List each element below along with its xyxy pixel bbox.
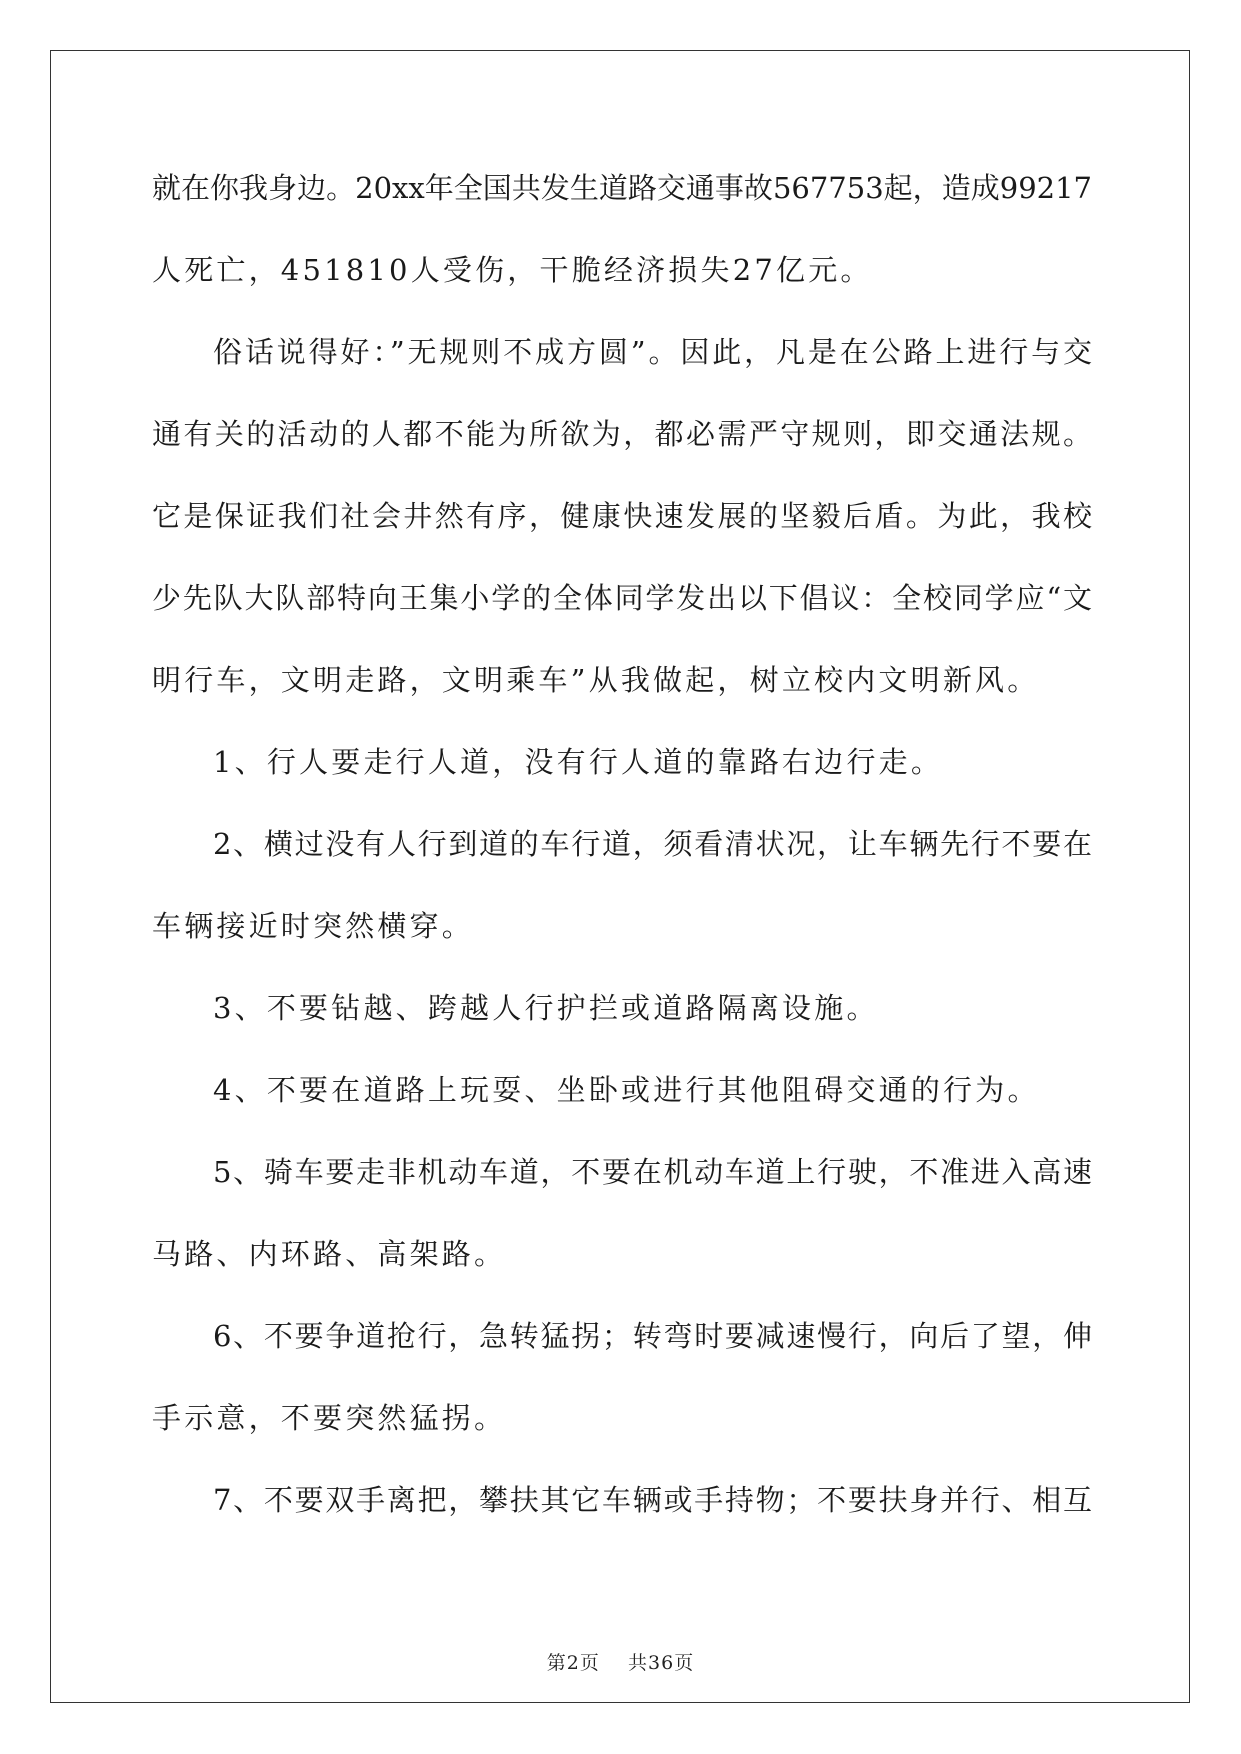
text-line: 5、骑车要走非机动车道，不要在机动车道上行驶，不准进入高速 (213, 1155, 1092, 1189)
text-line: 3、不要钻越、跨越人行护拦或道路隔离设施。 (213, 991, 879, 1025)
page-total: 共36页 (628, 1652, 695, 1674)
text-line: 手示意，不要突然猛拐。 (152, 1401, 507, 1435)
text-line: 马路、内环路、高架路。 (152, 1237, 507, 1271)
text-line: 人死亡，451810人受伤，干脆经济损失27亿元。 (152, 253, 873, 287)
text-line: 通有关的活动的人都不能为所欲为，都必需严守规则，即交通法规。 (152, 417, 1092, 451)
text-line: 4、不要在道路上玩耍、坐卧或进行其他阻碍交通的行为。 (213, 1073, 1040, 1107)
page-footer (0, 1648, 1241, 1675)
page-number: 第2页 (546, 1652, 600, 1674)
text-line: 7、不要双手离把，攀扶其它车辆或手持物；不要扶身并行、相互 (213, 1483, 1092, 1517)
text-line: 车辆接近时突然横穿。 (152, 909, 475, 943)
text-line: 就在你我身边。20xx年全国共发生道路交通事故567753起，造成99217 (152, 171, 1092, 205)
text-line: 6、不要争道抢行，急转猛拐；转弯时要减速慢行，向后了望，伸 (213, 1319, 1092, 1353)
text-line: 它是保证我们社会井然有序，健康快速发展的坚毅后盾。为此，我校 (152, 499, 1092, 533)
text-line: 俗话说得好：”无规则不成方圆”。因此，凡是在公路上进行与交 (213, 335, 1092, 369)
text-line: 少先队大队部特向王集小学的全体同学发出以下倡议：全校同学应“文 (152, 581, 1092, 615)
text-line: 1、行人要走行人道，没有行人道的靠路右边行走。 (213, 745, 944, 779)
document-body (152, 162, 1092, 1556)
text-line: 明行车，文明走路，文明乘车”从我做起，树立校内文明新风。 (152, 663, 1040, 697)
text-line: 2、横过没有人行到道的车行道，须看清状况，让车辆先行不要在 (213, 827, 1092, 861)
